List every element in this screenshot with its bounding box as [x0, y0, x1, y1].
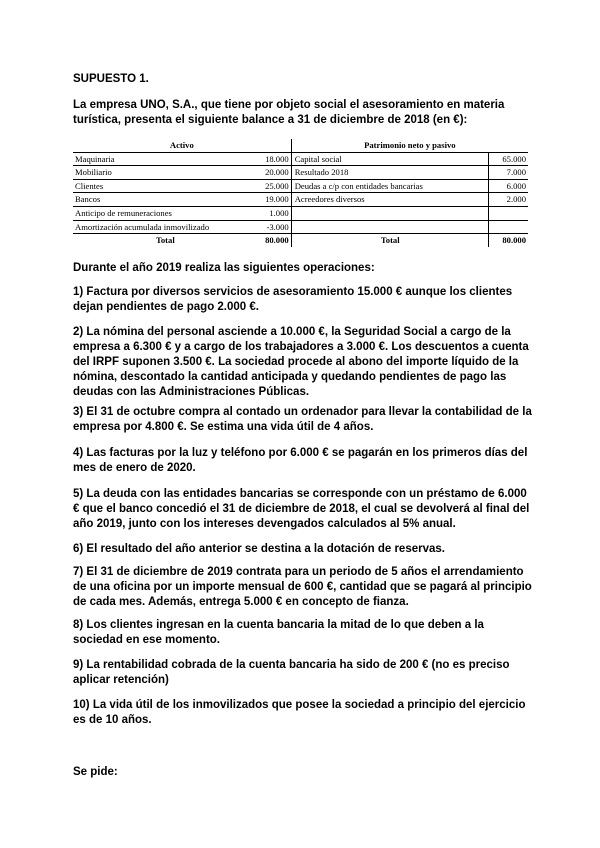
total-row: [73, 234, 528, 247]
liability-name: Acreedores diversos: [291, 193, 488, 207]
liability-amount: 6.000: [488, 179, 528, 193]
liability-amount: 7.000: [488, 166, 528, 180]
liability-name: Deudas a c/p con entidades bancarias: [291, 179, 488, 193]
operation-item: 5) La deuda con las entidades bancarias se corresponde con un préstamo de 6.000 € que el banco concedió el 31 de diciembre de 2018, el cual se devolverá al final del año 2019, junto con los intereses devengados calculados al 5% anual.: [73, 488, 530, 530]
liability-name: [291, 220, 488, 234]
asset-amount: 20.000: [258, 166, 292, 180]
asset-name: Clientes: [73, 179, 258, 193]
requested-heading: Se pide:: [73, 766, 118, 778]
liability-amount: 2.000: [488, 193, 528, 207]
table-row: [73, 152, 528, 166]
liability-name: [291, 206, 488, 220]
total-right-amount: 80.000: [488, 234, 528, 247]
asset-name: Anticipo de remuneraciones: [73, 206, 258, 220]
asset-amount: 19.000: [258, 193, 292, 207]
asset-name: Maquinaria: [73, 152, 258, 166]
header-activo: Activo: [73, 139, 291, 152]
asset-amount: 18.000: [258, 152, 292, 166]
operation-item: 7) El 31 de diciembre de 2019 contrata para un periodo de 5 años el arrendamiento de una oficina por un importe mensual de 600 €, cantidad que se pagará al principio de cada mes. Además, entrega 5.000 € en concepto de fianza.: [73, 566, 532, 608]
total-label-right: Total: [380, 235, 400, 246]
operation-item: 9) La rentabilidad cobrada de la cuenta bancaria ha sido de 200 € (no es preciso aplicar retención): [73, 659, 510, 686]
liability-amount: [488, 220, 528, 234]
asset-name: Amortización acumulada inmovilizado: [73, 220, 258, 234]
asset-amount: 1.000: [258, 206, 292, 220]
asset-name: Bancos: [73, 193, 258, 207]
total-left-amount: 80.000: [258, 234, 292, 247]
operation-item: 2) La nómina del personal asciende a 10.000 €, la Seguridad Social a cargo de la empresa a 6.300 € y a cargo de los trabajadores a 3.000 €. Los descuentos a cuenta del IRPF suponen 3.500 €. La sociedad procede al abono del importe líquido de la nómina, descontado la cantidad anticipada y quedando pendientes de pago las deudas con las Administraciones Públicas.: [73, 326, 529, 398]
balance-header-row: [73, 139, 528, 152]
asset-amount: 25.000: [258, 179, 292, 193]
liability-amount: 65.000: [488, 152, 528, 166]
document-title: SUPUESTO 1.: [73, 73, 149, 85]
table-row: [73, 179, 528, 193]
operation-item: 4) Las facturas por la luz y teléfono por 6.000 € se pagarán en los primeros días del mes de enero de 2020.: [73, 447, 528, 474]
operation-item: 10) La vida útil de los inmovilizados que posee la sociedad a principio del ejercicio es de 10 años.: [73, 699, 526, 726]
total-label-left: Total: [155, 235, 175, 246]
asset-name: Mobiliario: [73, 166, 258, 180]
table-row: [73, 193, 528, 207]
operation-item: 1) Factura por diversos servicios de asesoramiento 15.000 € aunque los clientes dejan pendientes de pago 2.000 €.: [73, 286, 513, 313]
liability-name: Capital social: [291, 152, 488, 166]
operation-item: 3) El 31 de octubre compra al contado un ordenador para llevar la contabilidad de la empresa por 4.800 €. Se estima una vida útil de 4 años.: [73, 406, 532, 433]
operations-intro: Durante el año 2019 realiza las siguientes operaciones:: [73, 262, 375, 274]
operation-item: 6) El resultado del año anterior se destina a la dotación de reservas.: [73, 543, 445, 555]
header-patrimonio: Patrimonio neto y pasivo: [291, 139, 528, 152]
table-row: [73, 220, 528, 234]
liability-amount: [488, 206, 528, 220]
operation-item: 8) Los clientes ingresan en la cuenta bancaria la mitad de lo que deben a la sociedad en ese momento.: [73, 619, 484, 646]
intro-paragraph: La empresa UNO, S.A., que tiene por objeto social el asesoramiento en materia turística, presenta el siguiente balance a 31 de diciembre de 2018 (en €):: [73, 99, 505, 126]
asset-amount: -3.000: [258, 220, 292, 234]
table-row: [73, 206, 528, 220]
balance-sheet-table: [73, 139, 528, 247]
table-row: [73, 166, 528, 180]
liability-name: Resultado 2018: [291, 166, 488, 180]
